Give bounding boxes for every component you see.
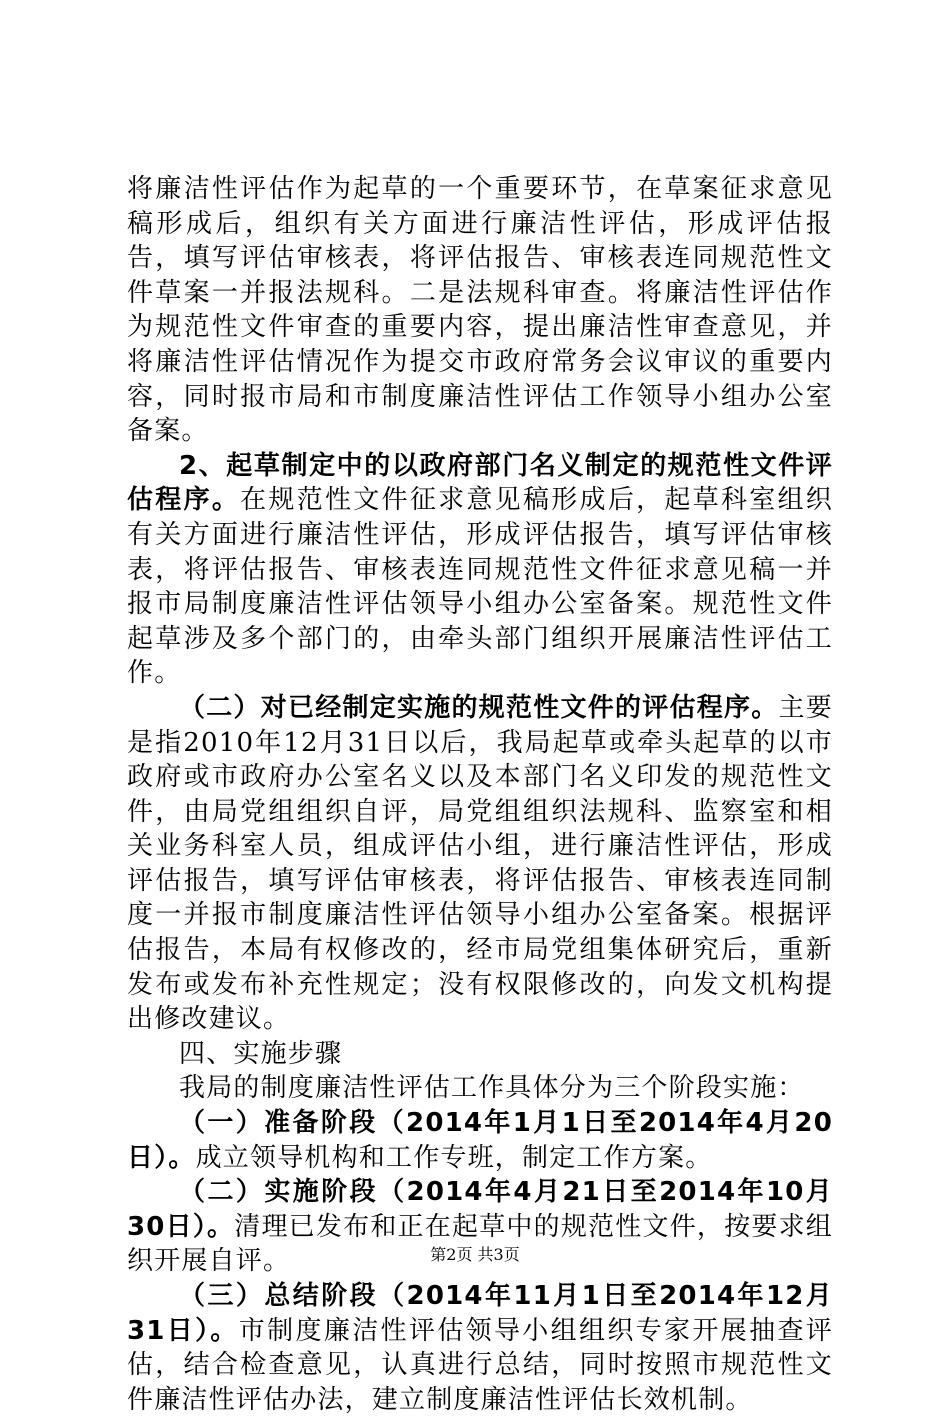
section-heading <box>127 1037 833 1072</box>
paragraph-8-heading: （三）总结阶段（2014年11月1日至2014年12月31日）。 <box>127 1281 833 1346</box>
page-number: 第2页 共3页 <box>430 1245 520 1264</box>
page-footer <box>0 1242 950 1265</box>
paragraph-7-heading: （二）实施阶段（2014年4月21日至2014年10月30日）。 <box>127 1177 833 1242</box>
paragraph-2-text: 在规范性文件征求意见稿形成后，起草科室组织有关方面进行廉洁性评估，形成评估报告，填写评估审核表，将评估报告、审核表连同规范性文件征求意见稿一并报市局制度廉洁性评估领导小组办公室备案。规范性文件起草涉及多个部门的，由牵头部门组织开展廉洁性评估工作。 <box>127 485 833 689</box>
paragraph-1-text: 将廉洁性评估作为起草的一个重要环节，在草案征求意见稿形成后，组织有关方面进行廉洁性评估，形成评估报告，填写评估审核表，将评估报告、审核表连同规范性文件草案一并报法规科。二是法规科审查。将廉洁性评估作为规范性文件审查的重要内容，提出廉洁性审查意见，并将廉洁性评估情况作为提交市政府常务会议审议的重要内容，同时报市局和市制度廉洁性评估工作领导小组办公室备案。 <box>127 174 833 447</box>
paragraph-3 <box>127 691 833 1037</box>
paragraph-2-heading: 2、起草制定中的以政府部门名义制定的规范性文件评估程序。 <box>127 450 833 516</box>
paragraph-3-heading: （二）对已经制定实施的规范性文件的评估程序。 <box>179 692 779 723</box>
paragraph-6 <box>127 1106 833 1175</box>
paragraph-2 <box>127 449 833 691</box>
paragraph-8 <box>127 1279 833 1417</box>
document-body <box>127 172 833 1417</box>
paragraph-8-text: 市制度廉洁性评估领导小组组织专家开展抽查评估，结合检查意见，认真进行总结，同时按照市规范性文件廉洁性评估办法，建立制度廉洁性评估长效机制。 <box>127 1315 834 1415</box>
paragraph-5 <box>127 1071 833 1106</box>
section-heading-text: 四、实施步骤 <box>179 1038 343 1069</box>
paragraph-3-text: 主要是指2010年12月31日以后，我局起草或牵头起草的以市政府或市政府办公室名义以及本部门名义印发的规范性文件，由局党组组织自评，局党组组织法规科、监察室和相关业务科室人员，组成评估小组，进行廉洁性评估，形成评估报告，填写评估审核表，将评估报告、审核表连同制度一并报市制度廉洁性评估领导小组办公室备案。根据评估报告，本局有权修改的，经市局党组集体研究后，重新发布或发布补充性规定；没有权限修改的，向发文机构提出修改建议。 <box>127 692 833 1035</box>
paragraph-5-text: 我局的制度廉洁性评估工作具体分为三个阶段实施： <box>179 1073 805 1104</box>
paragraph-6-text: 成立领导机构和工作专班，制定工作方案。 <box>195 1142 713 1173</box>
paragraph-6-heading: （一）准备阶段（2014年1月1日至2014年4月20日）。 <box>127 1108 833 1173</box>
paragraph-1 <box>127 172 833 449</box>
paragraph-7-text: 清理已发布和正在起草中的规范性文件，按要求组织开展自评。 <box>127 1211 833 1277</box>
